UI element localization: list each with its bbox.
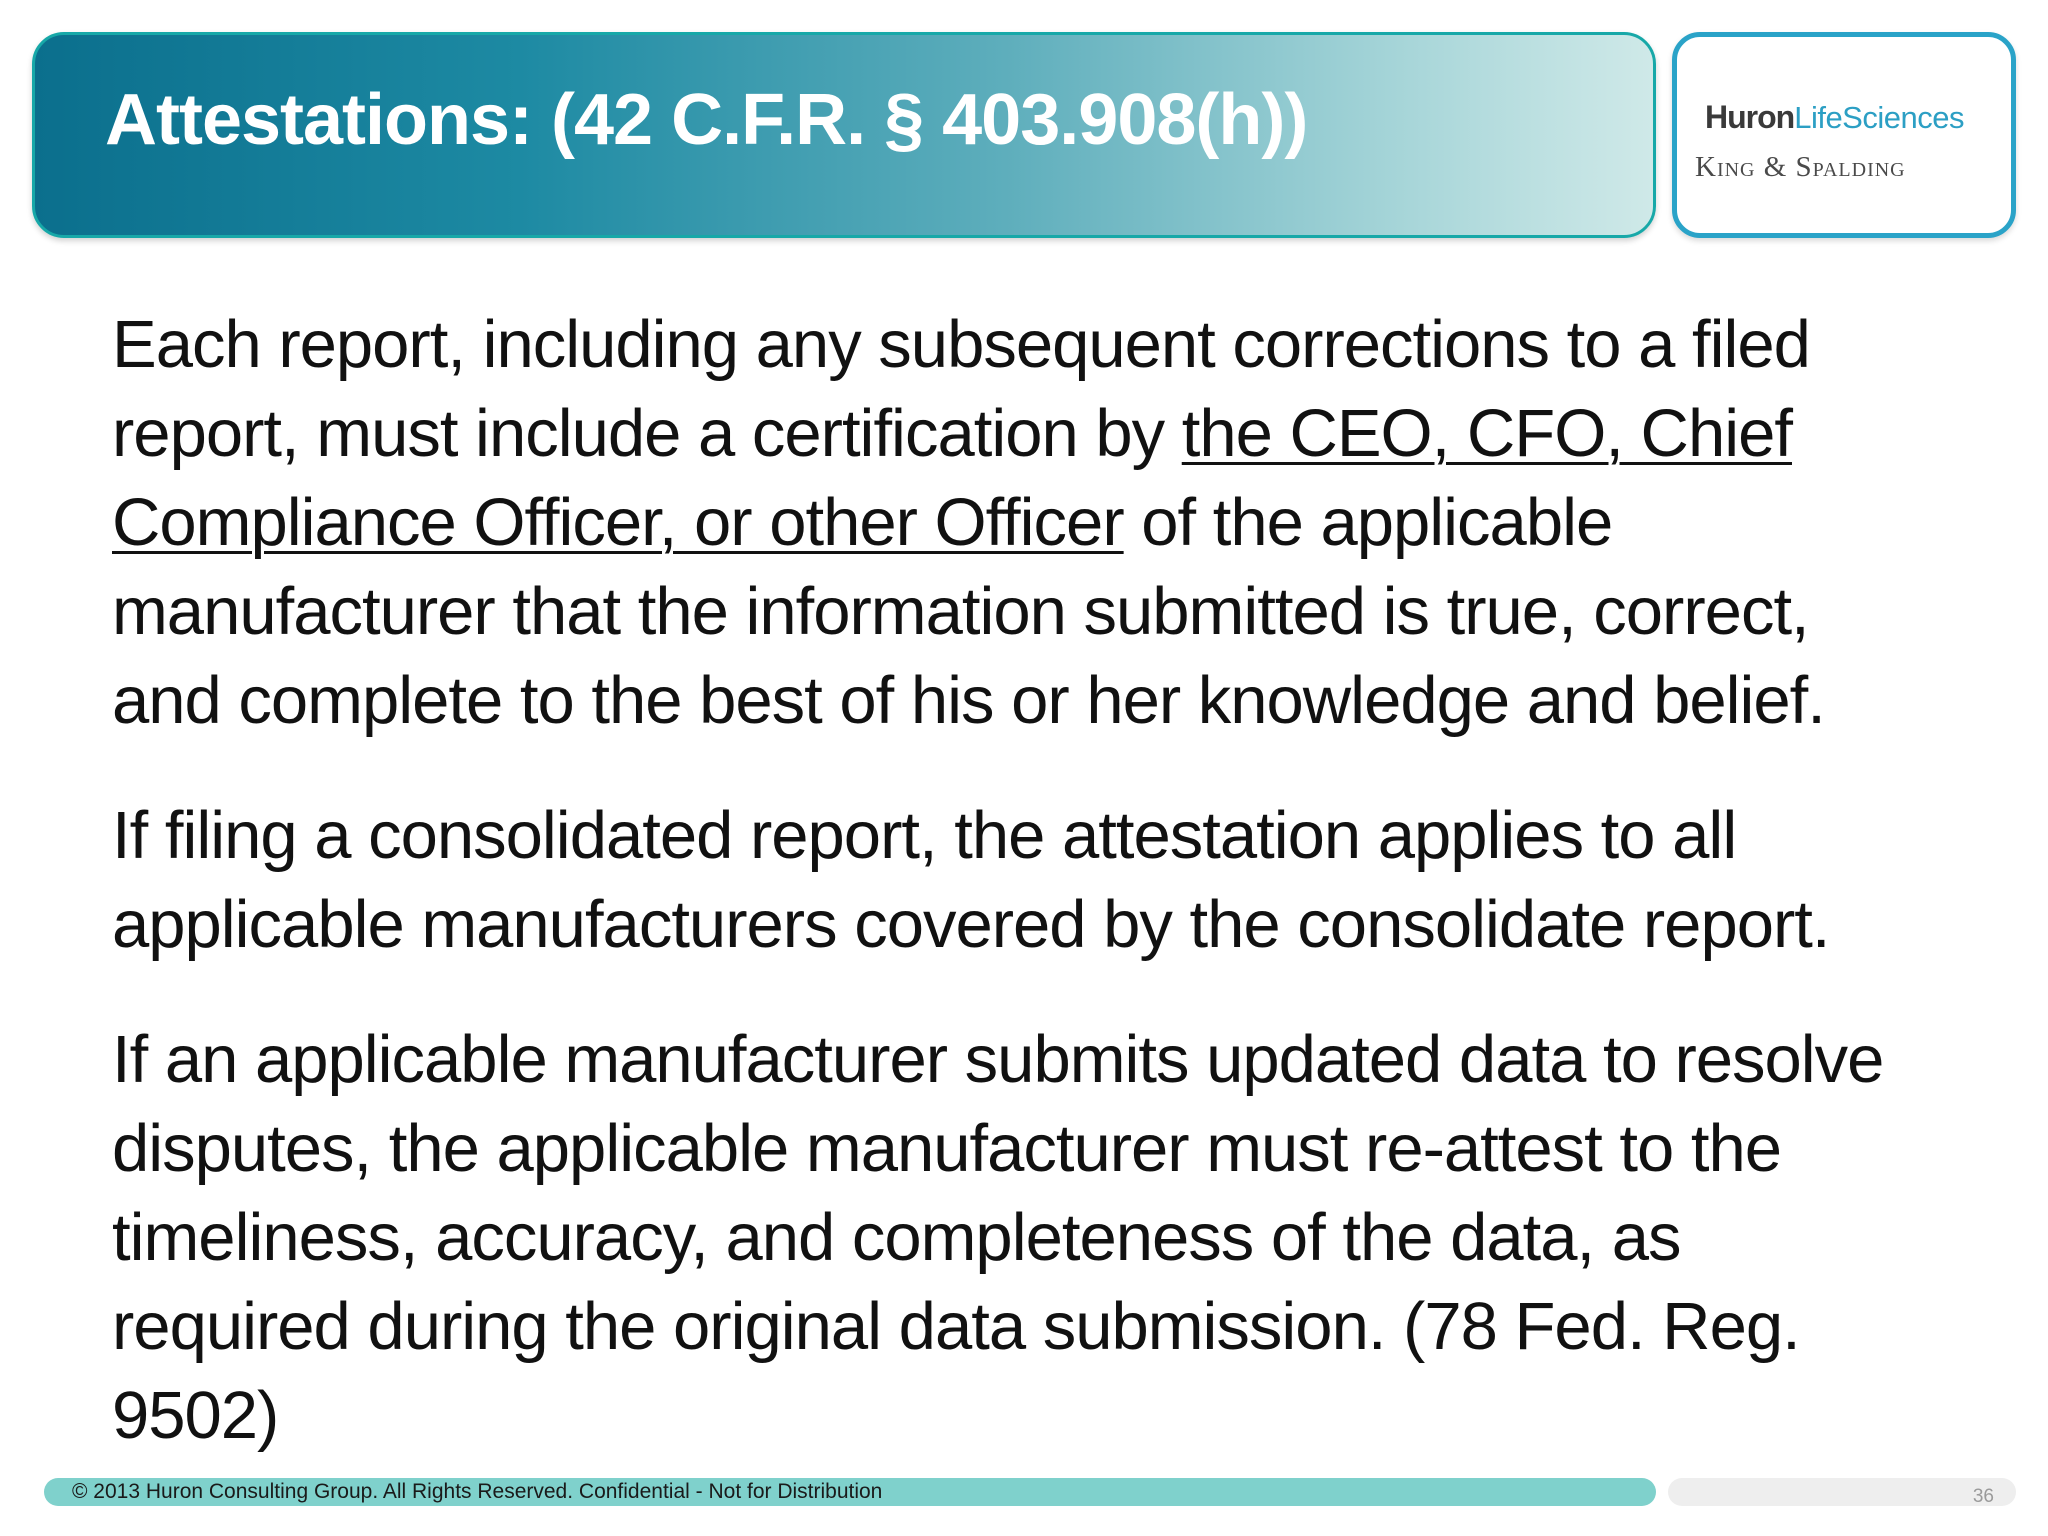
paragraph-certification <box>112 300 1932 745</box>
huron-logo <box>1705 99 1964 136</box>
logo-panel <box>1672 32 2016 238</box>
footer-bar <box>44 1478 1656 1506</box>
paragraph-1-text-a: Each report, including any subsequent corrections to a filed report, must include a certification by <box>112 307 1810 471</box>
page-number-box <box>1668 1478 2016 1506</box>
paragraph-consolidated: If filing a consolidated report, the attestation applies to all applicable manufacturers covered by the consolidate report. <box>112 798 1830 962</box>
paragraph-1-text-b: of the applicable manufacturer that the information submitted is true, correct, and complete to the best of his or her knowledge and belief. <box>112 485 1825 738</box>
page-number: 36 <box>1972 1486 1994 1507</box>
paragraph-1-underlined: the CEO, CFO, Chief Compliance Officer, or other Officer <box>112 396 1792 560</box>
slide-title: Attestations: (42 C.F.R. § 403.908(h)) <box>105 80 1308 160</box>
huron-logo-main: Huron <box>1705 99 1795 135</box>
king-spalding-logo: King & Spalding <box>1695 151 1906 183</box>
paragraph-reattest: If an applicable manufacturer submits updated data to resolve disputes, the applicable manufacturer must re-attest to the timeliness, accuracy, and completeness of the data, as required during the original data submission. (78 Fed. Reg. 9502) <box>112 1022 1884 1453</box>
slide-body <box>112 300 1932 1506</box>
title-banner <box>32 32 1656 238</box>
huron-logo-sub: LifeSciences <box>1794 100 1964 135</box>
footer-copyright: © 2013 Huron Consulting Group. All Rights Reserved. Confidential - Not for Distribution <box>72 1480 883 1503</box>
